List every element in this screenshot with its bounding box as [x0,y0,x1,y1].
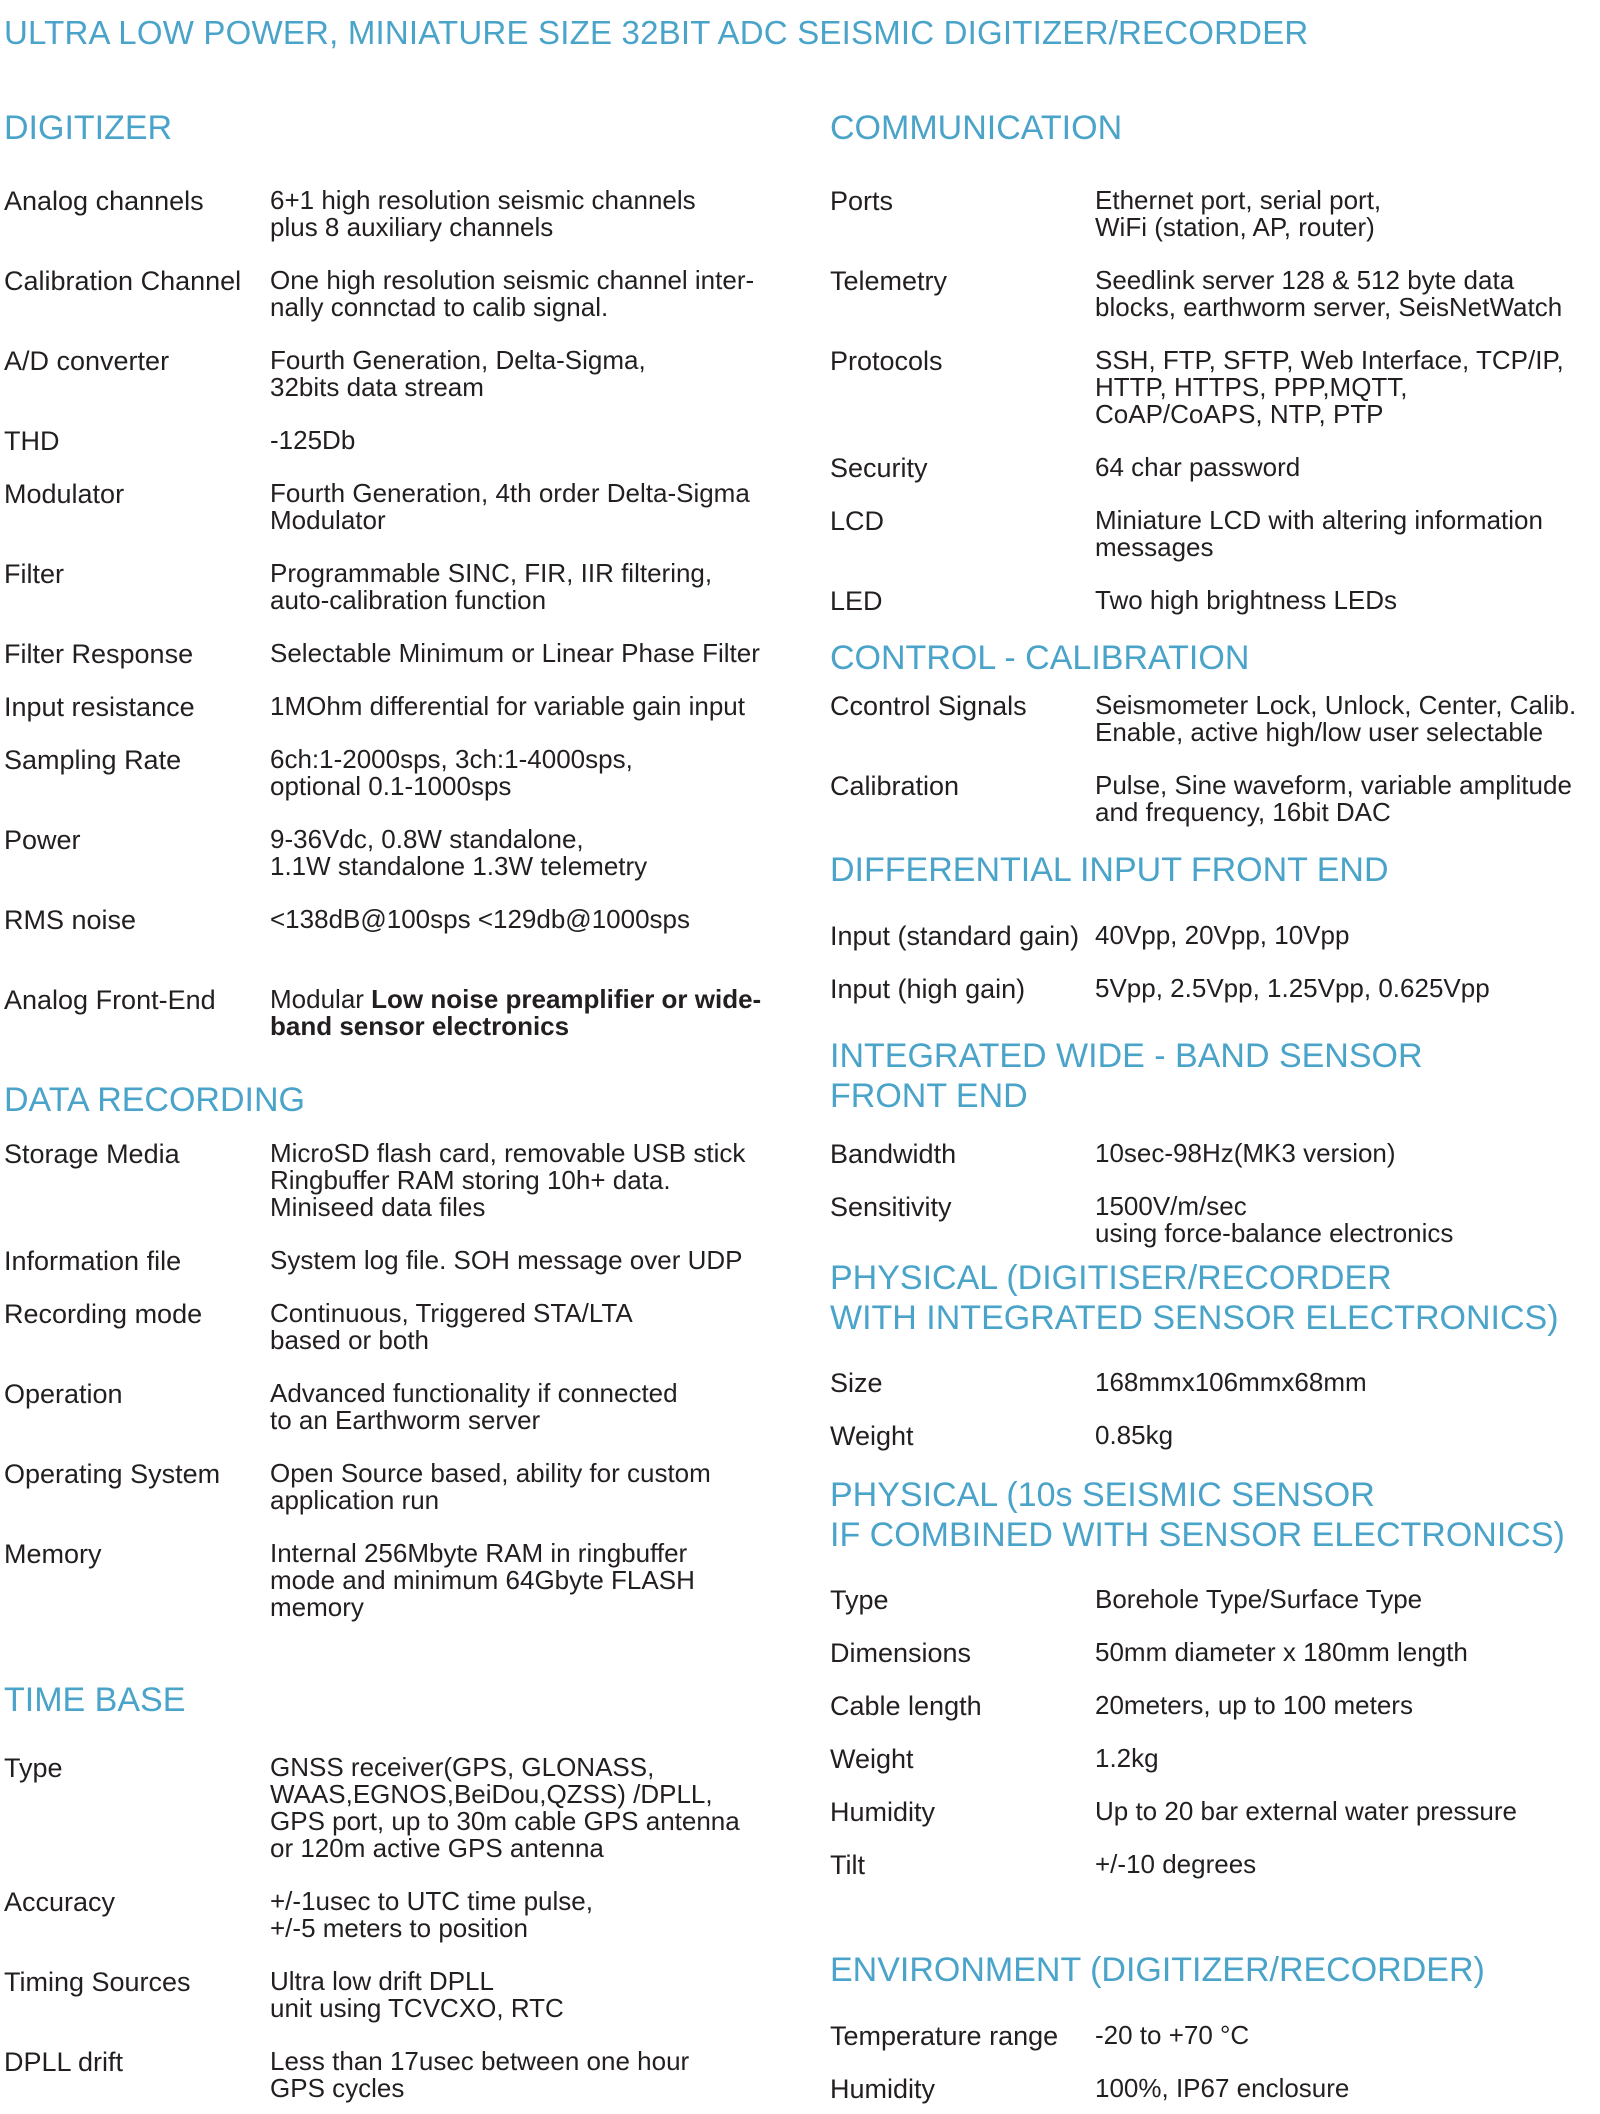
spec-value-line: Fourth Generation, 4th order Delta-Sigma [270,478,750,508]
spec-value-line: Less than 17usec between one hour [270,2046,690,2076]
spec-value-line: 20meters, up to 100 meters [1095,1690,1413,1720]
spec-value-line: Ringbuffer RAM storing 10h+ data. [270,1165,671,1195]
spec-value-line: and frequency, 16bit DAC [1095,797,1391,827]
spec-value [270,1540,695,1621]
spec-label: Information file [4,1246,182,1276]
spec-value [270,826,647,880]
spec-value-line: messages [1095,532,1214,562]
spec-value-line: 168mmx106mmx68mm [1095,1367,1367,1397]
spec-value-line: mode and minimum 64Gbyte FLASH [270,1565,695,1595]
spec-value [270,347,646,401]
spec-label: Type [830,1585,889,1615]
spec-value-line: plus 8 auxiliary channels [270,212,554,242]
spec-label: Analog Front-End [4,985,216,1015]
spec-value-line: WAAS,EGNOS,BeiDou,QZSS) /DPLL, [270,1779,713,1809]
spec-value-line: 1500V/m/sec [1095,1191,1247,1221]
spec-value-line: +/-10 degrees [1095,1849,1257,1879]
spec-label: Ccontrol Signals [830,691,1027,721]
spec-label: Input (standard gain) [830,921,1080,951]
section-heading-environment-digitizer-recorder: ENVIRONMENT (DIGITIZER/RECORDER) [830,1951,1485,1989]
spec-label: Recording mode [4,1299,203,1329]
spec-value-line: band sensor electronics [270,1011,570,1041]
spec-value-line: Continuous, Triggered STA/LTA [270,1298,633,1328]
spec-value-line: Miniseed data files [270,1192,486,1222]
spec-value-line: GPS port, up to 30m cable GPS antenna [270,1806,740,1836]
section-heading-if-combined-with-sensor-electronics: IF COMBINED WITH SENSOR ELECTRONICS) [830,1516,1565,1554]
spec-label: Modulator [4,479,125,509]
spec-value-line: 6ch:1-2000sps, 3ch:1-4000sps, [270,744,633,774]
spec-value [1095,1140,1396,1167]
spec-value [270,640,760,667]
spec-label: Dimensions [830,1638,972,1668]
spec-label: RMS noise [4,905,137,935]
spec-label: Filter Response [4,639,194,669]
spec-value [270,187,696,241]
spec-value-line: Enable, active high/low user selectable [1095,717,1544,747]
spec-value-line: SSH, FTP, SFTP, Web Interface, TCP/IP, [1095,345,1564,375]
spec-value [1095,1586,1422,1613]
spec-value-line: 50mm diameter x 180mm length [1095,1637,1468,1667]
spec-value-line: Modulator [270,505,386,535]
spec-value [1095,454,1300,481]
spec-label: DPLL drift [4,2047,124,2077]
spec-label: Operation [4,1379,123,1409]
section-heading-differential-input-front-end: DIFFERENTIAL INPUT FRONT END [830,851,1389,889]
spec-value [270,746,633,800]
spec-value [1095,1639,1468,1666]
spec-value-line: unit using TCVCXO, RTC [270,1993,564,2023]
spec-value-line: memory [270,1592,364,1622]
spec-value [270,1754,740,1862]
spec-label: Type [4,1753,63,1783]
spec-value-line: WiFi (station, AP, router) [1095,212,1375,242]
spec-value [270,267,754,321]
spec-value [270,560,712,614]
spec-label: Telemetry [830,266,948,296]
spec-label: Cable length [830,1691,982,1721]
spec-value-line: -20 to +70 °C [1095,2020,1250,2050]
spec-value [270,1968,564,2022]
spec-value-line: 64 char password [1095,452,1301,482]
spec-value-line: +/-1usec to UTC time pulse, [270,1886,593,1916]
spec-value-line: using force-balance electronics [1095,1218,1454,1248]
spec-label: Security [830,453,928,483]
spec-label: Humidity [830,1797,936,1827]
spec-value-line: Selectable Minimum or Linear Phase Filter [270,638,760,668]
spec-value [270,693,745,720]
spec-value [1095,1193,1453,1247]
spec-value [1095,772,1572,826]
spec-value [270,1380,678,1434]
spec-label: Weight [830,1744,914,1774]
spec-label: THD [4,426,60,456]
spec-value-line: blocks, earthworm server, SeisNetWatch [1095,292,1563,322]
spec-value [1095,1851,1256,1878]
spec-value-line: Fourth Generation, Delta-Sigma, [270,345,646,375]
spec-value-line: 100%, IP67 enclosure [1095,2073,1350,2103]
spec-value-line: 10sec-98Hz(MK3 version) [1095,1138,1396,1168]
section-heading-communication: COMMUNICATION [830,109,1123,147]
spec-value [1095,187,1381,241]
spec-value-line: optional 0.1-1000sps [270,771,512,801]
spec-value-line: 32bits data stream [270,372,484,402]
spec-label: Input (high gain) [830,974,1026,1004]
spec-value-line: Seedlink server 128 & 512 byte data [1095,265,1515,295]
spec-label: Tilt [830,1850,865,1880]
spec-value-line: 6+1 high resolution seismic channels [270,185,696,215]
spec-value-line: -125Db [270,425,356,455]
spec-label: Calibration Channel [4,266,242,296]
spec-value-line: Programmable SINC, FIR, IIR filtering, [270,558,713,588]
spec-label: Analog channels [4,186,204,216]
spec-value-line: Pulse, Sine waveform, variable amplitude [1095,770,1572,800]
spec-value [270,427,355,454]
spec-value-line: Ultra low drift DPLL [270,1966,494,1996]
spec-value [1095,922,1349,949]
spec-value [270,1140,745,1221]
spec-value-line: Seismometer Lock, Unlock, Center, Calib. [1095,690,1577,720]
spec-value-line: Advanced functionality if connected [270,1378,678,1408]
section-heading-data-recording: DATA RECORDING [4,1081,305,1119]
spec-value [1095,2022,1249,2049]
spec-value-line: CoAP/CoAPS, NTP, PTP [1095,399,1384,429]
spec-value [1095,975,1490,1002]
spec-value-line: 5Vpp, 2.5Vpp, 1.25Vpp, 0.625Vpp [1095,973,1490,1003]
spec-label: Bandwidth [830,1139,957,1169]
spec-value [270,1300,633,1354]
spec-value [1095,692,1576,746]
spec-label: Power [4,825,81,855]
spec-value-line: to an Earthworm server [270,1405,541,1435]
spec-value [1095,267,1562,321]
spec-value-line: Up to 20 bar external water pressure [1095,1796,1517,1826]
spec-value [1095,1798,1517,1825]
spec-label: Weight [830,1421,914,1451]
section-heading-digitizer: DIGITIZER [4,109,173,147]
spec-value-line: Ethernet port, serial port, [1095,185,1382,215]
spec-label: Timing Sources [4,1967,191,1997]
spec-label: Sampling Rate [4,745,182,775]
spec-value-line: One high resolution seismic channel inter- [270,265,755,295]
section-heading-physical-digitiser-recorder: PHYSICAL (DIGITISER/RECORDER [830,1259,1392,1297]
spec-value-line: System log file. SOH message over UDP [270,1245,743,1275]
spec-label: Ports [830,186,894,216]
spec-value [270,1888,593,1942]
spec-value [1095,1692,1413,1719]
spec-label: Protocols [830,346,943,376]
spec-value-line: Open Source based, ability for custom [270,1458,711,1488]
spec-value-line: GNSS receiver(GPS, GLONASS, [270,1752,655,1782]
spec-value [270,986,761,1040]
spec-value-line: application run [270,1485,440,1515]
spec-value [270,1247,743,1274]
spec-label: A/D converter [4,346,170,376]
spec-value [270,2048,689,2102]
spec-value-line: Miniature LCD with altering information [1095,505,1543,535]
spec-value [1095,1745,1159,1772]
spec-value [1095,1422,1173,1449]
spec-value-line: nally connctad to calib signal. [270,292,609,322]
section-heading-physical-10s-seismic-sensor: PHYSICAL (10s SEISMIC SENSOR [830,1476,1375,1514]
spec-label: Input resistance [4,692,195,722]
spec-value-line: Borehole Type/Surface Type [1095,1584,1423,1614]
spec-label: Operating System [4,1459,221,1489]
spec-label: Storage Media [4,1139,180,1169]
section-heading-front-end: FRONT END [830,1077,1028,1115]
spec-label: LED [830,586,883,616]
spec-value-line: 40Vpp, 20Vpp, 10Vpp [1095,920,1350,950]
spec-label: Calibration [830,771,960,801]
spec-label: Filter [4,559,64,589]
spec-value [270,480,750,534]
spec-value-line: <138dB@100sps <129db@1000sps [270,904,690,934]
spec-value-line: based or both [270,1325,430,1355]
spec-value [270,1460,711,1514]
spec-label: LCD [830,506,885,536]
spec-label: Humidity [830,2074,936,2104]
section-heading-with-integrated-sensor-electronics: WITH INTEGRATED SENSOR ELECTRONICS) [830,1299,1559,1337]
spec-value-line: 1.2kg [1095,1743,1159,1773]
spec-value [1095,347,1564,428]
spec-value-line: or 120m active GPS antenna [270,1833,604,1863]
spec-label: Sensitivity [830,1192,952,1222]
spec-value [1095,2075,1349,2102]
spec-value-line: HTTP, HTTPS, PPP,MQTT, [1095,372,1408,402]
section-heading-time-base: TIME BASE [4,1681,186,1719]
page-title: ULTRA LOW POWER, MINIATURE SIZE 32BIT ADC SEISMIC DIGITIZER/RECORDER [4,14,1309,51]
spec-value-line: MicroSD flash card, removable USB stick [270,1138,746,1168]
spec-value-line: 9-36Vdc, 0.8W standalone, [270,824,584,854]
spec-label: Temperature range [830,2021,1059,2051]
spec-value-line: 1MOhm differential for variable gain input [270,691,745,721]
spec-value [270,906,690,933]
spec-value [1095,507,1543,561]
spec-value-line: 1.1W standalone 1.3W telemetry [270,851,648,881]
spec-value [1095,587,1397,614]
spec-label: Size [830,1368,883,1398]
spec-value-line: Modular Low noise preamplifier or wide- [270,984,762,1014]
section-heading-control-calibration: CONTROL - CALIBRATION [830,639,1250,677]
spec-label: Accuracy [4,1887,116,1917]
spec-value-line: auto-calibration function [270,585,547,615]
spec-value [1095,1369,1367,1396]
spec-value-line: Two high brightness LEDs [1095,585,1398,615]
spec-value-line: +/-5 meters to position [270,1913,528,1943]
section-heading-integrated-wide-band-sensor: INTEGRATED WIDE - BAND SENSOR [830,1037,1423,1075]
spec-label: Memory [4,1539,102,1569]
spec-value-line: Internal 256Mbyte RAM in ringbuffer [270,1538,688,1568]
spec-value-line: GPS cycles [270,2073,405,2103]
spec-value-line: 0.85kg [1095,1420,1174,1450]
